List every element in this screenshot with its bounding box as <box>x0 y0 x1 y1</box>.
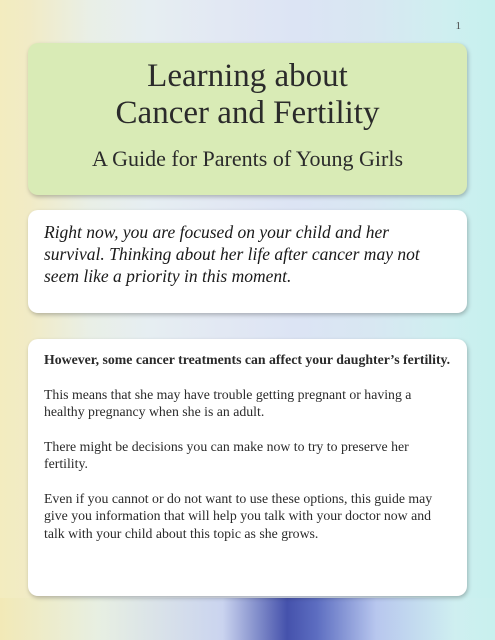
page-number: 1 <box>455 20 461 32</box>
body-paragraph-1: This means that she may have trouble getting pregnant or having a healthy pregnancy when she is an adult. <box>44 386 412 419</box>
page-subtitle: A Guide for Parents of Young Girls <box>91 146 404 171</box>
intro-text: Right now, you are focused on your child and her survival. Thinking about her life after cancer may not seem like a priority in this moment. <box>44 222 420 286</box>
title-line-1: Learning about <box>147 58 348 94</box>
page-title <box>28 58 467 132</box>
intro-panel <box>28 210 467 313</box>
lead-paragraph: However, some cancer treatments can affect your daughter’s fertility. <box>44 352 451 367</box>
title-line-2: Cancer and Fertility <box>115 95 380 131</box>
body-paragraph-2: There might be decisions you can make now to try to preserve her fertility. <box>44 438 409 471</box>
title-panel <box>28 43 467 195</box>
body-paragraph-3: Even if you cannot or do not want to use these options, this guide may give you information that will help you talk with your doctor now and talk with your child about this topic as she grows. <box>44 490 433 541</box>
decorative-bottom-band <box>0 598 495 640</box>
body-panel <box>28 339 467 596</box>
